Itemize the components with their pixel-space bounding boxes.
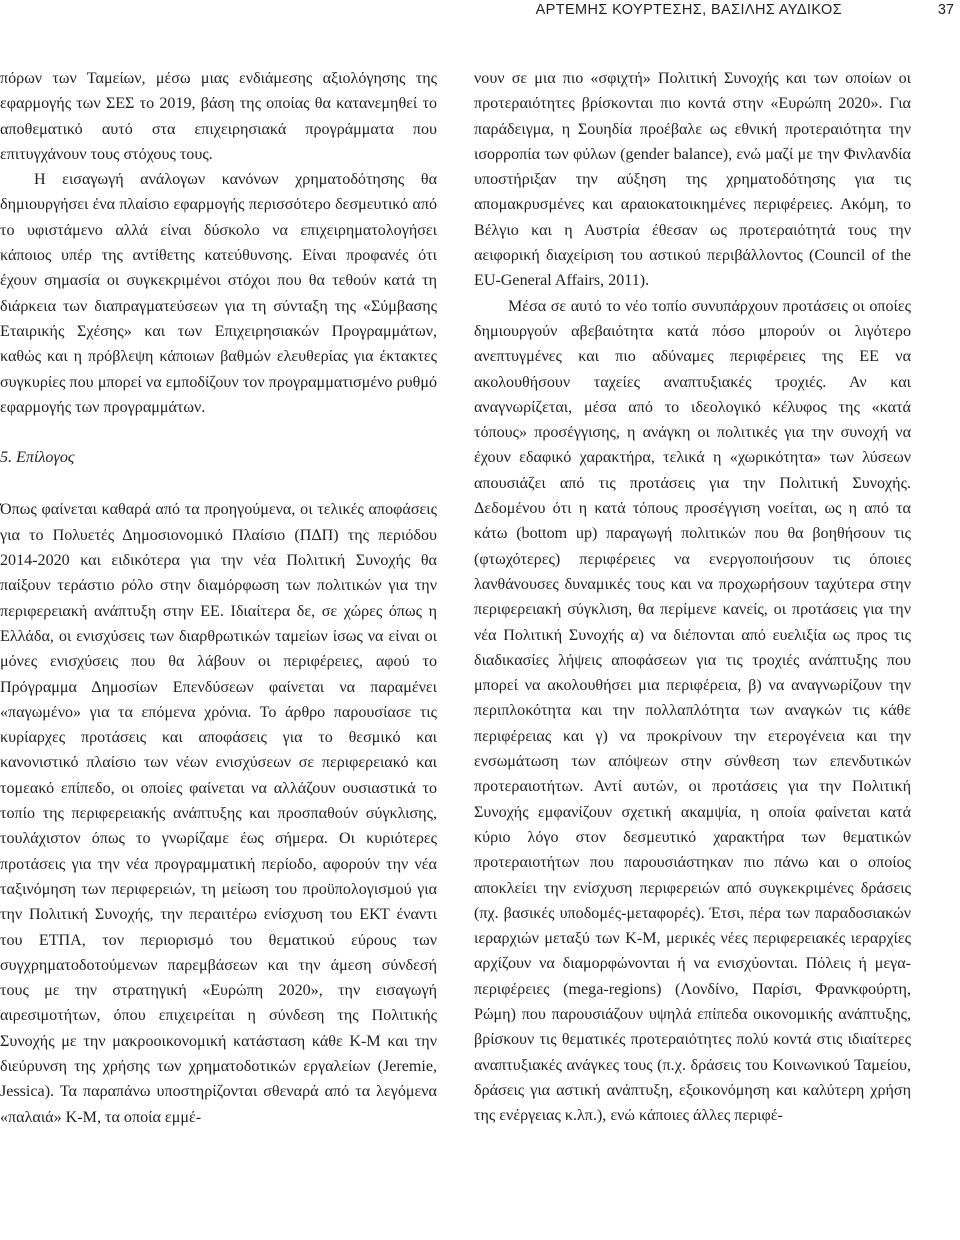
left-column: [0, 66, 437, 1130]
body-paragraph: Η εισαγωγή ανάλογων κανόνων χρηματοδότησης θα δημιουργήσει ένα πλαίσιο εφαρμογής περισσότερο δεσμευτικό από το υφιστάμενο αλλά είναι δύσκολο να επιχειρηματολογήσει κάποιος υπέρ της αντίθετης κατεύθυνσης. Είναι προφανές ότι έχουν σημασία οι συγκεκριμένοι στόχοι που θα τεθούν κατά τη διάρκεια των διαπραγματεύσεων για τη σύνταξη της «Σύμβασης Εταιρικής Σχέσης» και των Επιχειρησιακών Προγραμμάτων, καθώς και η πρόβλεψη κάποιων βαθμών ελευθερίας για έκτακτες συγκυρίες που μπορεί να εμποδίζουν τον προγραμματισμένο ρυθμό εφαρμογής των προγραμμάτων.: [0, 171, 437, 416]
body-paragraph: πόρων των Ταμείων, μέσω μιας ενδιάμεσης αξιολόγησης της εφαρμογής των ΣΕΣ το 2019, βάση της οποίας θα κατανεμηθεί το αποθεματικό αυτό στα επιχειρησιακά προγράμματα που επιτυγχάνουν τους στόχους τους.: [0, 70, 437, 163]
spacer: [0, 420, 437, 445]
running-title: ΑΡΤΕΜΗΣ ΚΟΥΡΤΕΣΗΣ, ΒΑΣΙΛΗΣ ΑΥΔΙΚΟΣ: [535, 2, 842, 18]
body-paragraph: Μέσα σε αυτό το νέο τοπίο συνυπάρχουν προτάσεις οι οποίες δημιουργούν αβεβαιότητα κατά πόσο μπορούν οι λιγότερο ανεπτυγμένες και πιο αδύναμες περιφέρειες της ΕΕ να ακολουθήσουν ταχείες αναπτυξιακές τροχιές. Αν και αναγνωρίζεται, μέσα από το ιδεολογικό κέλυφος της «κατά τόπους» προσέγγισης, η ανάγκη οι πολιτικές για την συνοχή να έχουν εδαφικό χαρακτήρα, τελικά η «χωρικότητα» των λύσεων απουσιάζει από τις προτάσεις για την Πολιτική Συνοχής. Δεδομένου ότι η κατά τόπους προσέγγιση νοείται, ως η από τα κάτω (bottom up) παραγωγή πολιτικών που θα βοηθήσουν τις (φτωχότερες) περιφέρειες να ενεργοποιήσουν τις όποιες λανθάνουσες δυναμικές τους και να προχωρήσουν ταχύτερα στην περιφερειακή σύγκλιση, θα περίμενε κανείς, οι προτάσεις για την νέα Πολιτική Συνοχής α) να διέπονται από ευελιξία ως προς τις διαδικασίες λήψεις αποφάσεων για τις τροχιές ανάπτυξης που μπορεί να ακολουθήσει μια περιφέρεια, β) να αναγνωρίζουν την περιπλοκότητα και την πολλαπλότητα των αναγκών τις κάθε περιφέρειας και γ) να προκρίνουν την ετερογένεια και την ενσωμάτωση των απόψεων στην σύνθεση των επενδυτικών προτεραιοτήτων. Αντί αυτών, οι προτάσεις για την Πολιτική Συνοχής εμφανίζουν σχετική ακαμψία, η οποία φαίνεται κατά κύριο λόγο στον δεσμευτικό χαρακτήρα των θεματικών προτεραιοτήτων που παρουσιάστηκαν πιο πάνω και ο οποίος αποκλείει την ενίσχυση περιφερειών από συγκεκριμένες δράσεις (πχ. βασικές υποδομές-μεταφορές). Έτσι, πέρα των παραδοσιακών ιεραρχιών μεταξύ των Κ-Μ, μερικές νέες περιφερειακές ιεραρχίες αρχίζουν να διαμορφώνονται ή να ενισχύονται. Πόλεις ή μεγα-περιφέρειες (mega-regions) (Λονδίνο, Παρίσι, Φρανκφούρτη, Ρώμη) που παρουσιάζουν υψηλά επίπεδα οικονομικής ανάπτυξης, βρίσκουν τις θεματικές προτεραιότητες πολύ κοντά στις ιδιαίτερες αναπτυξιακές ανάγκες τους (π.χ. δράσεις του Κοινωνικού Ταμείου, δράσεις για αστική ανάπτυξη, εξοικονόμηση και καλύτερη χρήση της ενέργειας κ.λπ.), ενώ κάποιες άλλες περιφέ-: [474, 297, 911, 1125]
right-column: [474, 66, 911, 1128]
body-paragraph: Όπως φαίνεται καθαρά από τα προηγούμενα, οι τελικές αποφάσεις για το Πολυετές Δημοσιονομικό Πλαίσιο (ΠΔΠ) της περιόδου 2014-2020 και ειδικότερα για την νέα Πολιτική Συνοχής θα παίξουν τεράστιο ρόλο στην διαμόρφωση των πολιτικών για την περιφερειακή ανάπτυξη στην ΕΕ. Ιδιαίτερα δε, σε χώρες όπως η Ελλάδα, οι ενισχύσεις των διαρθρωτικών ταμείων ίσως να είναι οι μόνες ενισχύσεις που θα λάβουν οι περιφέρειες, αφού το Πρόγραμμα Δημοσίων Επενδύσεων φαίνεται να παραμένει «παγωμένο» για τα επόμενα χρόνια. Το άρθρο παρουσίασε τις κυρίαρχες προτάσεις και αποφάσεις για το θεσμικό και κανονιστικό πλαίσιο των νέων ενισχύσεων σε περιφερειακό και τομεακό επίπεδο, οι οποίες φαίνεται να αλλάζουν ουσιαστικά το τοπίο της περιφερειακής ανάπτυξης και προσπαθούν σύγκλισης, τουλάχιστον όπως το γνωρίζαμε έως σήμερα. Οι κυριότερες προτάσεις για την νέα προγραμματική περίοδο, αφορούν την νέα ταξινόμηση των περιφερειών, τη μείωση του προϋπολογισμού για την Πολιτική Συνοχής, την περαιτέρω ενίσχυση του ΕΚΤ έναντι του ΕΤΠΑ, τον περιορισμό του θεματικού εύρους των συγχρηματοδοτούμενων παρεμβάσεων και την άμεση σύνδεσή τους με την στρατηγική «Ευρώπη 2020», την εισαγωγή αιρεσιμοτήτων, όπου επιχειρείται η σύνδεση της Πολιτικής Συνοχής με την μακροοικονομική κατάσταση κάθε Κ-Μ και την διεύρυνση της χρήσης των χρηματοδοτικών εργαλείων (Jeremie, Jessica). Τα παραπάνω υποστηρίζονται σθεναρά από τα λεγόμενα «παλαιά» Κ-Μ, τα οποία εμμέ-: [0, 501, 437, 1126]
body-paragraph: νουν σε μια πιο «σφιχτή» Πολιτική Συνοχής και των οποίων οι προτεραιότητες βρίσκονται πιο κοντά στην «Ευρώπη 2020». Για παράδειγμα, η Σουηδία προέβαλε ως εθνική προτεραιότητα την ισορροπία των φύλων (gender balance), ενώ μαζί με την Φινλανδία υποστήριξαν την αύξηση της χρηματοδότησης για τις απομακρυσμένες και αραιοκατοικημένες περιφέρειες. Ακόμη, το Βέλγιο και η Αυστρία έθεσαν ως προτεραιότητά τους την αειφορική διαχείριση του αστικού περιβάλλοντος (Council of the EU-General Affairs, 2011).: [474, 70, 911, 290]
running-header: [0, 0, 960, 20]
page-number: 37: [937, 2, 954, 18]
spacer: [0, 470, 437, 497]
section-heading: 5. Επίλογος: [0, 449, 75, 467]
